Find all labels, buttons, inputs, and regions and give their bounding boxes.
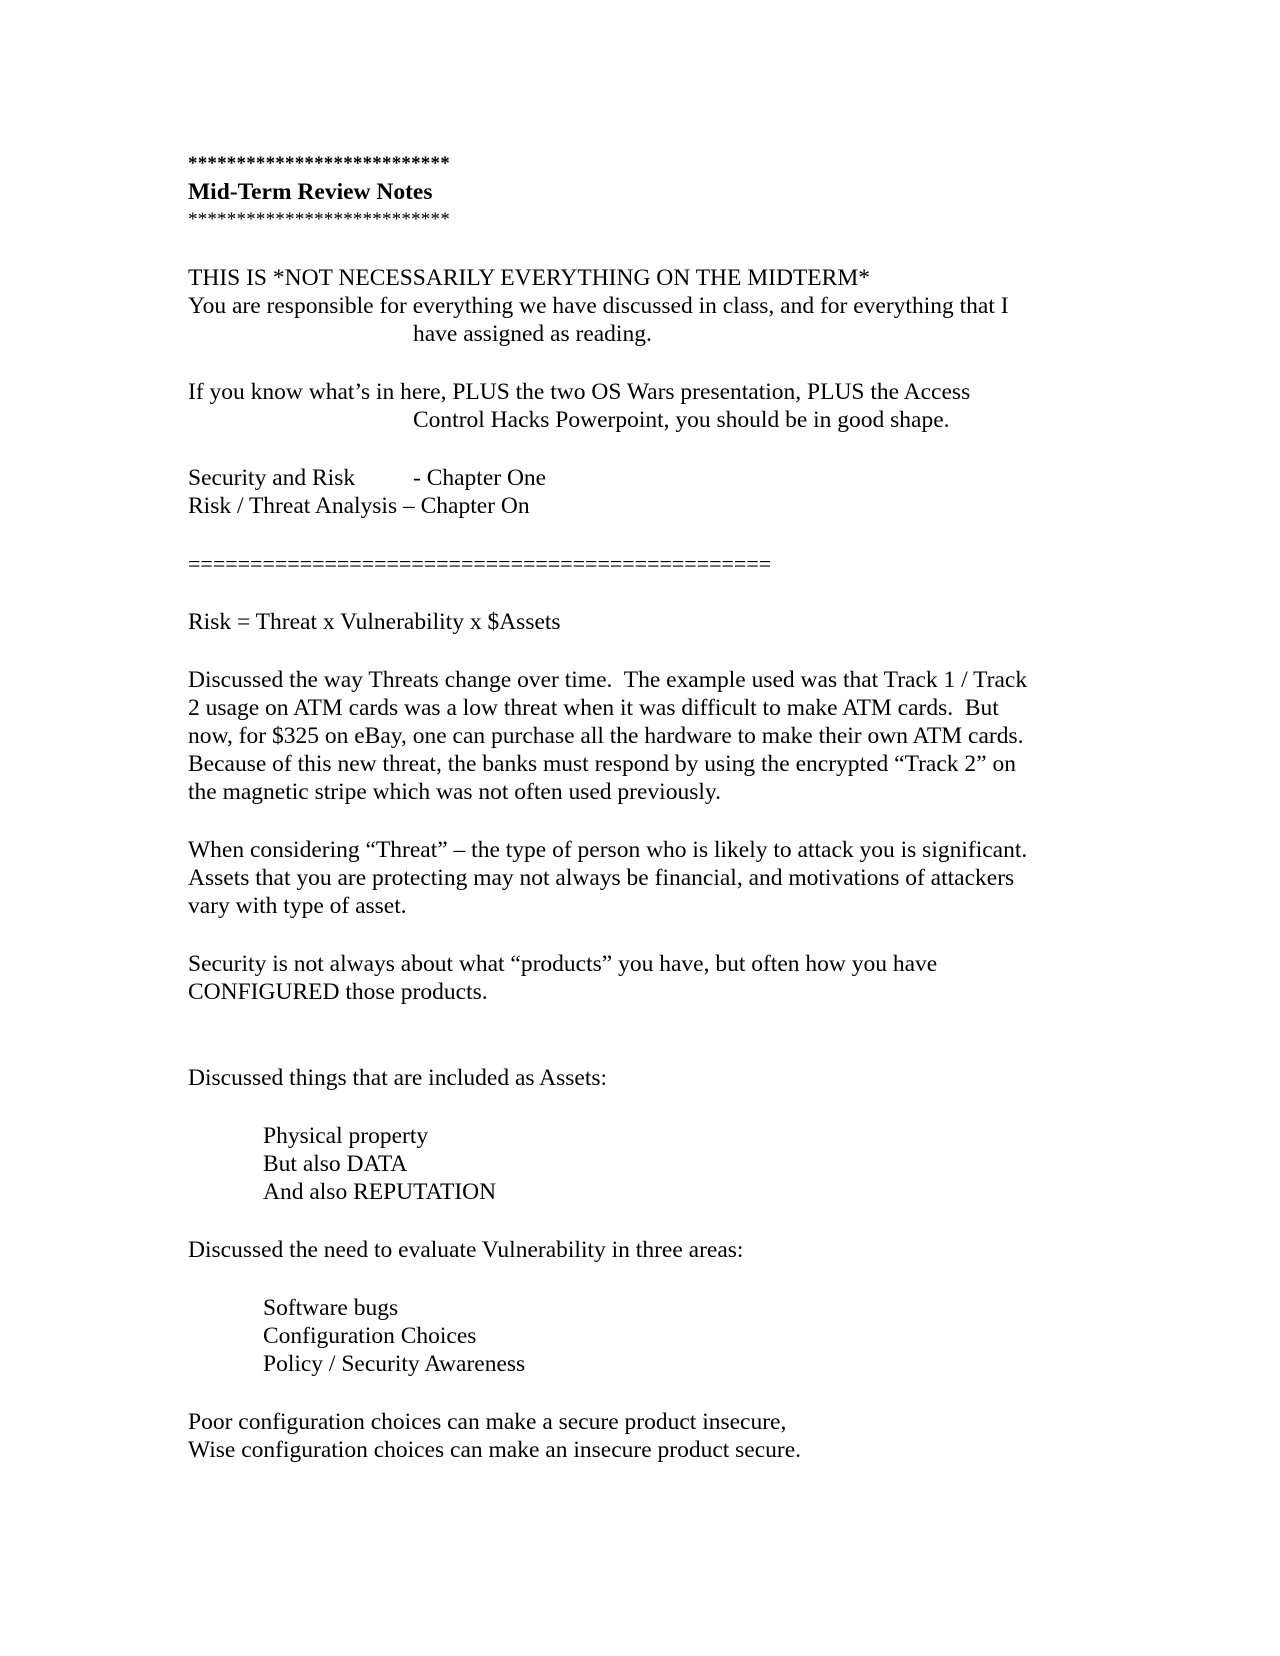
threats-line: the magnetic stripe which was not often used previously.	[188, 779, 721, 805]
threats-line: now, for $325 on eBay, one can purchase all the hardware to make their own ATM cards.	[188, 723, 1024, 749]
vulnerability-intro: Discussed the need to evaluate Vulnerability in three areas:	[188, 1237, 744, 1263]
asset-item: But also DATA	[263, 1151, 408, 1177]
threats-line: Because of this new threat, the banks must respond by using the encrypted “Track 2” on	[188, 751, 1016, 777]
disclaimer: THIS IS *NOT NECESSARILY EVERYTHING ON THE MIDTERM*	[188, 265, 870, 291]
chapter-row-1	[188, 464, 355, 492]
threat-consider-line: vary with type of asset.	[188, 893, 407, 919]
vulnerability-item: Policy / Security Awareness	[263, 1351, 526, 1377]
know-line-2: Control Hacks Powerpoint, you should be in good shape.	[413, 407, 950, 433]
vulnerability-item: Software bugs	[263, 1295, 399, 1321]
risk-formula: Risk = Threat x Vulnerability x $Assets	[188, 609, 561, 635]
assets-intro: Discussed things that are included as Assets:	[188, 1065, 608, 1091]
chapter-row-1-topic: Security and Risk	[188, 465, 356, 491]
threats-line: 2 usage on ATM cards was a low threat when it was difficult to make ATM cards. But	[188, 695, 999, 721]
chapter-row-1-chapter: - Chapter One	[413, 465, 547, 491]
threats-line: Discussed the way Threats change over time. The example used was that Track 1 / Track	[188, 667, 1028, 693]
document-title: Mid-Term Review Notes	[188, 179, 433, 205]
products-line: CONFIGURED those products.	[188, 979, 488, 1005]
asset-item: Physical property	[263, 1123, 429, 1149]
threat-consider-line: Assets that you are protecting may not always be financial, and motivations of attackers	[188, 865, 1015, 891]
closing-line: Poor configuration choices can make a secure product insecure,	[188, 1409, 787, 1435]
closing-line: Wise configuration choices can make an insecure product secure.	[188, 1437, 802, 1463]
asset-item: And also REPUTATION	[263, 1179, 497, 1205]
threat-consider-line: When considering “Threat” – the type of person who is likely to attack you is significant.	[188, 837, 1028, 863]
know-line-1: If you know what’s in here, PLUS the two OS Wars presentation, PLUS the Access	[188, 379, 971, 405]
responsible-line-1: You are responsible for everything we have discussed in class, and for everything that I	[188, 293, 1009, 319]
divider: ===============================================	[188, 551, 772, 576]
stars-bottom: ***************************	[188, 209, 450, 230]
responsible-line-2: have assigned as reading.	[413, 321, 652, 347]
chapter-row-2: Risk / Threat Analysis – Chapter On	[188, 493, 530, 519]
products-line: Security is not always about what “products” you have, but often how you have	[188, 951, 938, 977]
vulnerability-item: Configuration Choices	[263, 1323, 477, 1349]
stars-top: ***************************	[188, 153, 450, 174]
